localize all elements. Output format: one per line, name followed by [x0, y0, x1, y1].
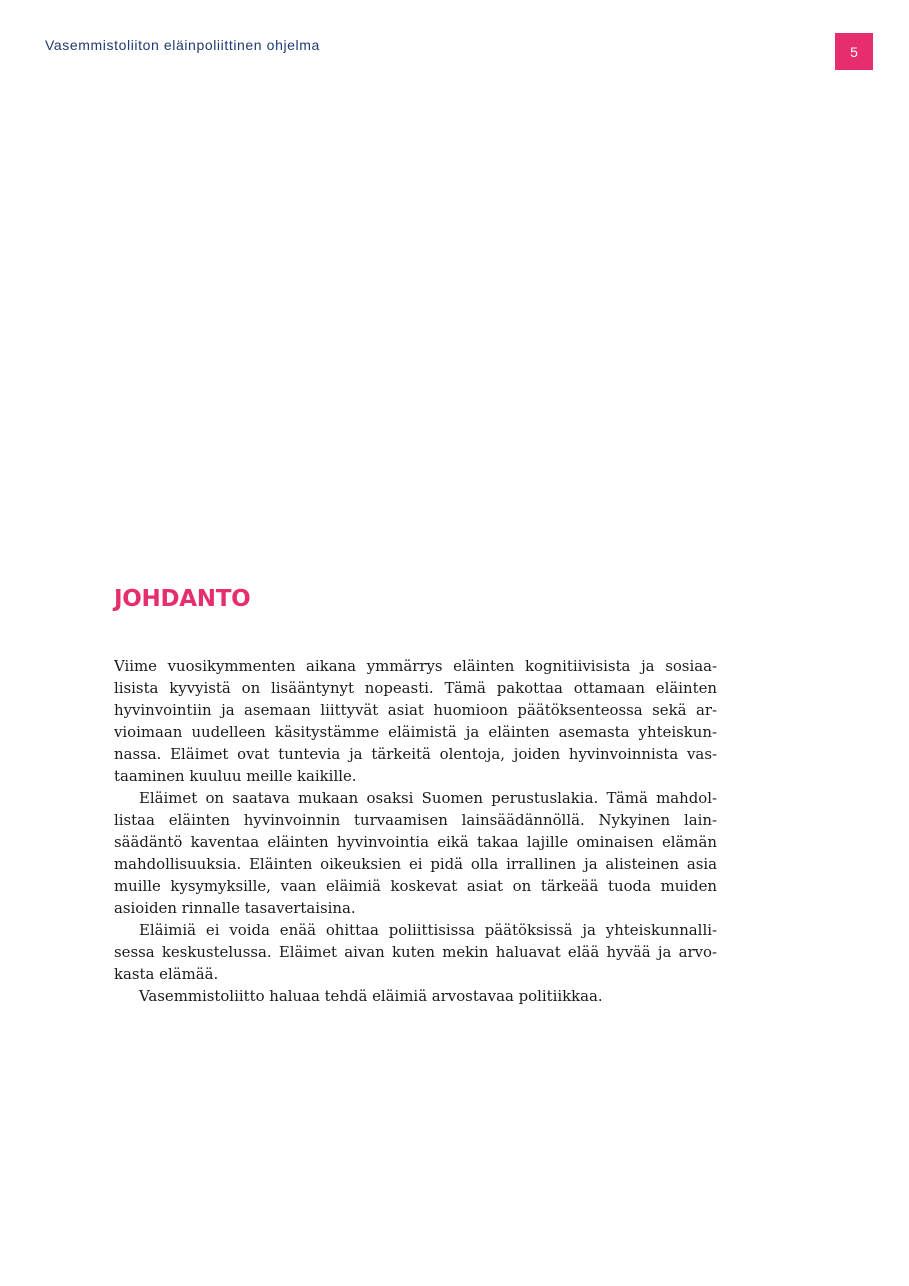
text-line: mahdollisuuksia. Eläinten oikeuksien ei pidä olla irrallinen ja alisteinen asia	[114, 855, 717, 873]
section-title: JOHDANTO	[114, 586, 251, 612]
running-header: Vasemmistoliiton eläinpoliittinen ohjelma	[45, 37, 320, 53]
text-line: säädäntö kaventaa eläinten hyvinvointia eikä takaa lajille ominaisen elämän	[114, 833, 717, 851]
page-number: 5	[850, 43, 858, 60]
text-line: kasta elämää.	[114, 965, 219, 983]
text-line: Viime vuosikymmenten aikana ymmärrys eläinten kognitiivisista ja sosiaa-	[114, 657, 717, 675]
body-text	[114, 655, 717, 1007]
text-line: hyvinvointiin ja asemaan liittyvät asiat huomioon päätöksenteossa sekä ar-	[114, 701, 717, 719]
text-line: vioimaan uudelleen käsitystämme eläimistä ja eläinten asemasta yhteiskun-	[114, 723, 717, 741]
text-line: muille kysymyksille, vaan eläimiä koskevat asiat on tärkeää tuoda muiden	[114, 877, 717, 895]
text-line: nassa. Eläimet ovat tuntevia ja tärkeitä olentoja, joiden hyvinvoinnista vas-	[114, 745, 717, 763]
text-line: sessa keskustelussa. Eläimet aivan kuten mekin haluavat elää hyvää ja arvo-	[114, 943, 717, 961]
text-line: taaminen kuuluu meille kaikille.	[114, 767, 357, 785]
page-number-badge	[835, 33, 873, 70]
text-line: Vasemmistoliitto haluaa tehdä eläimiä arvostavaa politiikkaa.	[139, 987, 603, 1005]
text-line: Eläimet on saatava mukaan osaksi Suomen perustuslakia. Tämä mahdol-	[139, 789, 717, 807]
text-line: listaa eläinten hyvinvoinnin turvaamisen lainsäädännöllä. Nykyinen lain-	[114, 811, 717, 829]
text-line: asioiden rinnalle tasavertaisina.	[114, 899, 356, 917]
text-line: lisista kyvyistä on lisääntynyt nopeasti. Tämä pakottaa ottamaan eläinten	[114, 679, 717, 697]
text-line: Eläimiä ei voida enää ohittaa poliittisissa päätöksissä ja yhteiskunnalli-	[139, 921, 717, 939]
